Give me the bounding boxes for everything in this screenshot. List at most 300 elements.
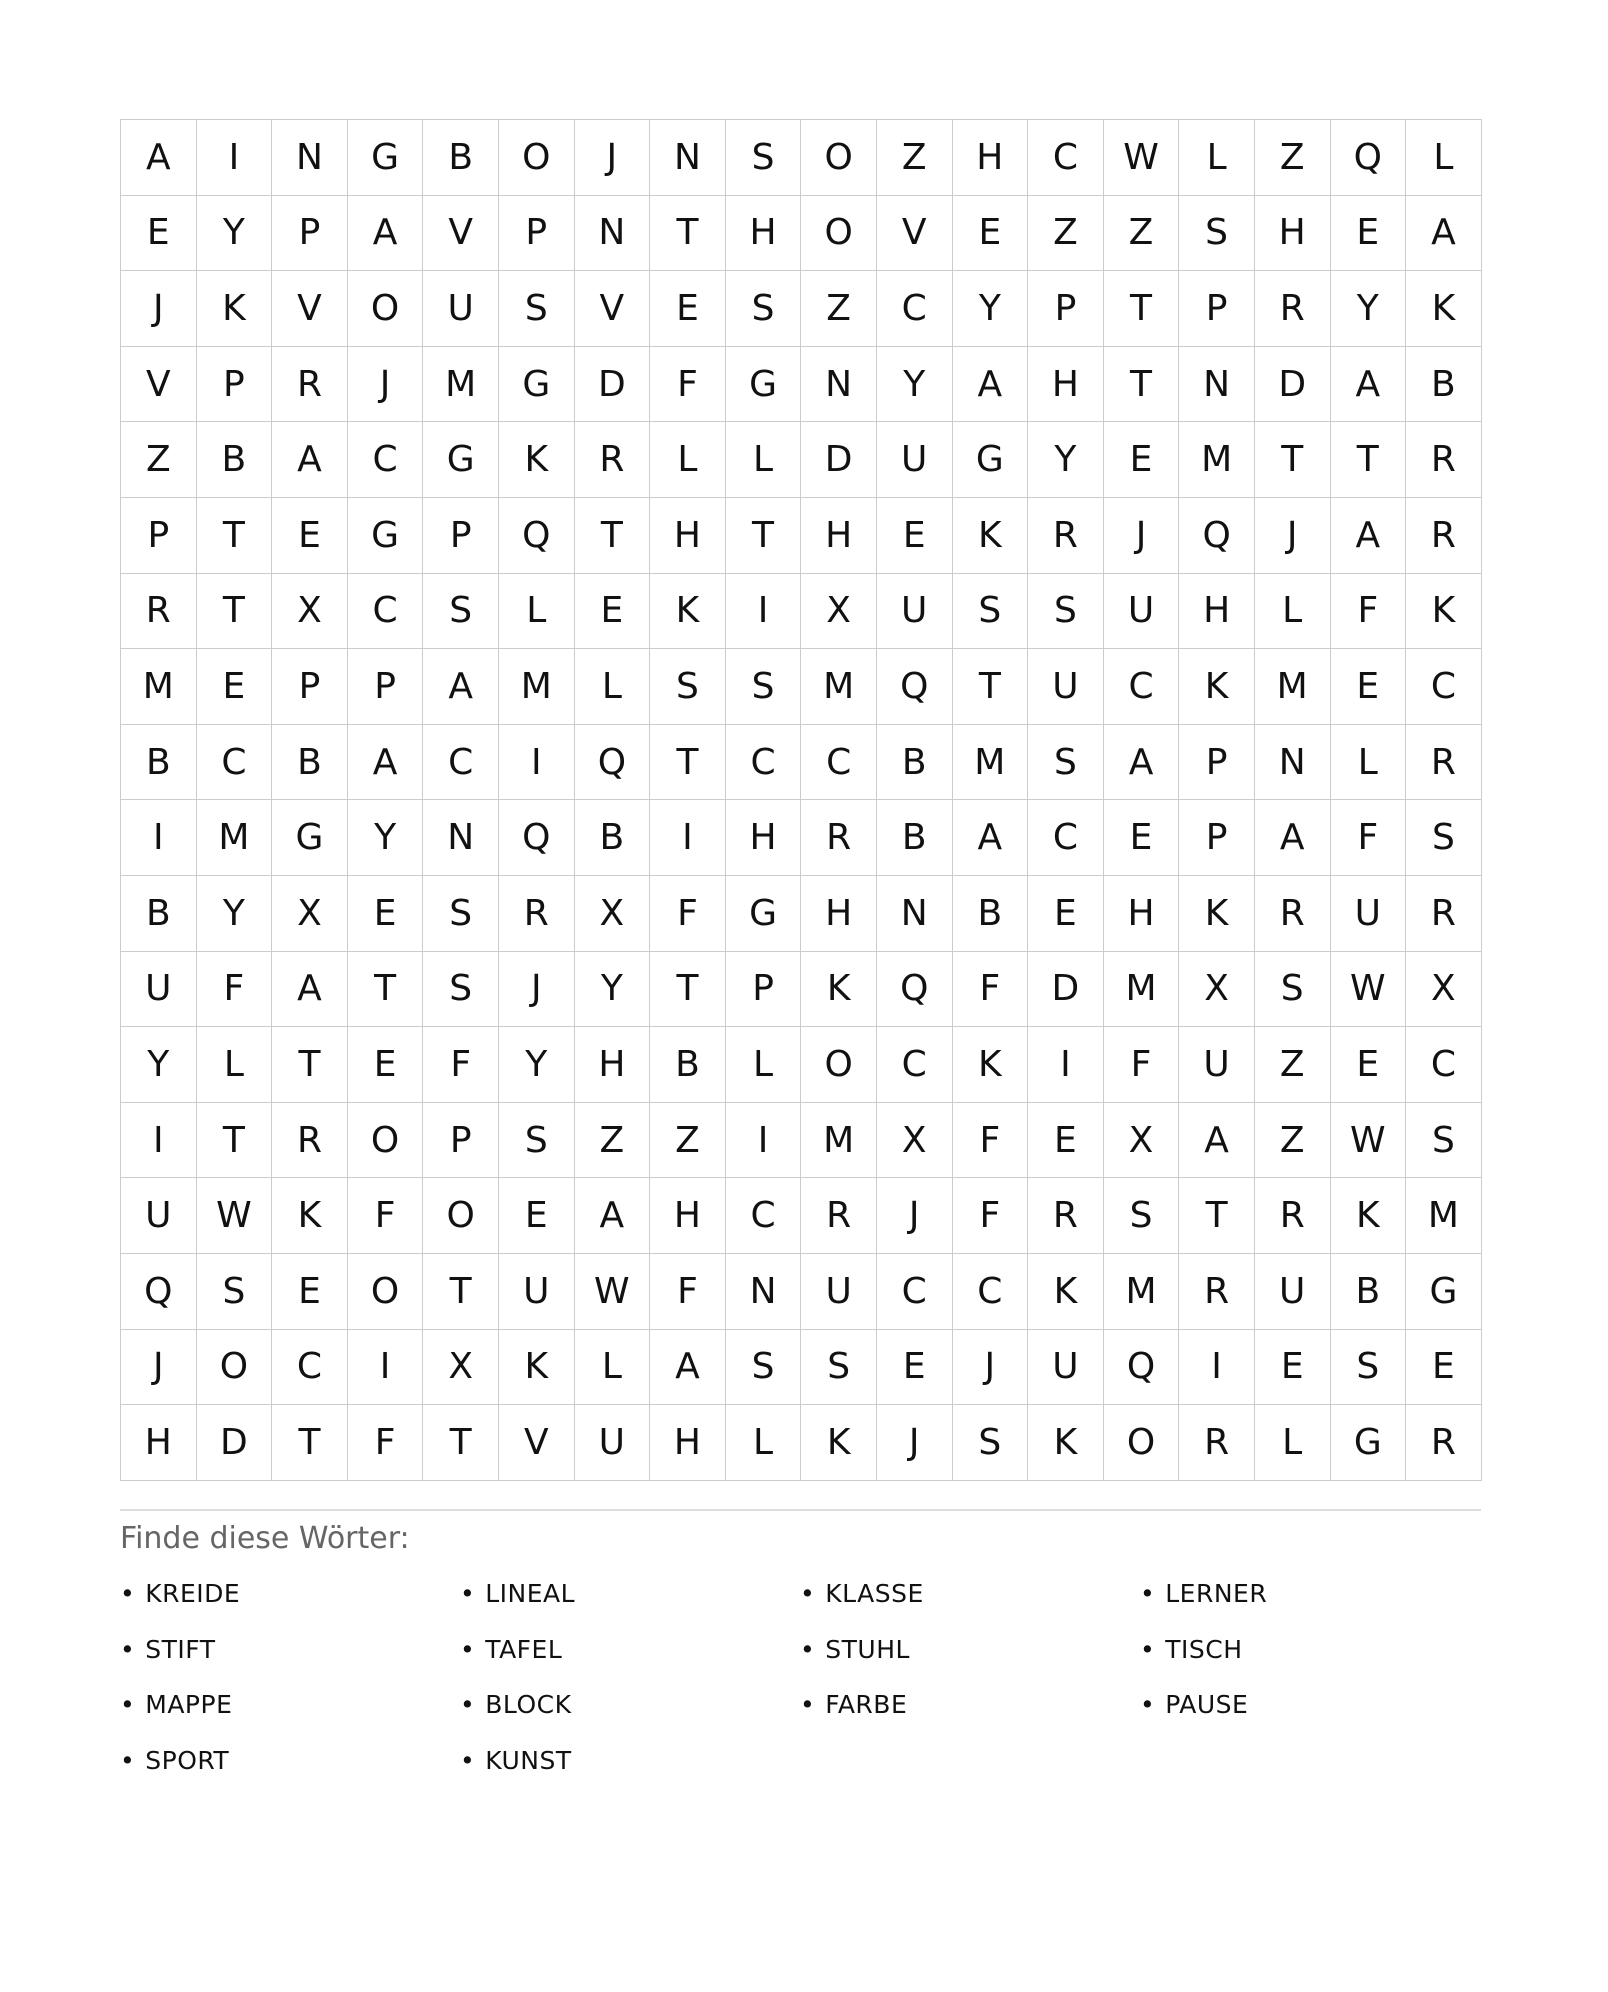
grid-cell[interactable]: E bbox=[499, 1178, 575, 1254]
grid-cell[interactable]: R bbox=[1406, 498, 1482, 574]
grid-cell[interactable]: N bbox=[272, 120, 348, 196]
grid-cell[interactable]: T bbox=[1104, 271, 1180, 347]
grid-cell[interactable]: F bbox=[1104, 1027, 1180, 1103]
grid-cell[interactable]: A bbox=[575, 1178, 651, 1254]
grid-cell[interactable]: X bbox=[272, 876, 348, 952]
grid-cell[interactable]: F bbox=[650, 1254, 726, 1330]
grid-cell[interactable]: D bbox=[575, 347, 651, 423]
grid-cell[interactable]: D bbox=[197, 1405, 273, 1481]
grid-cell[interactable]: R bbox=[1028, 1178, 1104, 1254]
grid-cell[interactable]: H bbox=[726, 196, 802, 272]
grid-cell[interactable]: H bbox=[650, 1178, 726, 1254]
grid-cell[interactable]: X bbox=[877, 1103, 953, 1179]
grid-cell[interactable]: T bbox=[953, 649, 1029, 725]
grid-cell[interactable]: E bbox=[348, 1027, 424, 1103]
grid-cell[interactable]: T bbox=[197, 498, 273, 574]
grid-cell[interactable]: H bbox=[1104, 876, 1180, 952]
grid-cell[interactable]: C bbox=[1028, 120, 1104, 196]
grid-cell[interactable]: P bbox=[272, 649, 348, 725]
grid-cell[interactable]: X bbox=[1179, 952, 1255, 1028]
grid-cell[interactable]: U bbox=[575, 1405, 651, 1481]
grid-cell[interactable]: H bbox=[801, 876, 877, 952]
grid-cell[interactable]: R bbox=[1406, 876, 1482, 952]
grid-cell[interactable]: A bbox=[1331, 498, 1407, 574]
grid-cell[interactable]: C bbox=[1406, 649, 1482, 725]
grid-cell[interactable]: F bbox=[348, 1178, 424, 1254]
grid-cell[interactable]: N bbox=[423, 800, 499, 876]
grid-cell[interactable]: B bbox=[575, 800, 651, 876]
grid-cell[interactable]: N bbox=[575, 196, 651, 272]
grid-cell[interactable]: T bbox=[423, 1405, 499, 1481]
grid-cell[interactable]: L bbox=[726, 1405, 802, 1481]
grid-cell[interactable]: F bbox=[197, 952, 273, 1028]
grid-cell[interactable]: A bbox=[272, 952, 348, 1028]
grid-cell[interactable]: W bbox=[1104, 120, 1180, 196]
grid-cell[interactable]: R bbox=[801, 1178, 877, 1254]
grid-cell[interactable]: X bbox=[423, 1330, 499, 1406]
grid-cell[interactable]: P bbox=[197, 347, 273, 423]
grid-cell[interactable]: L bbox=[726, 1027, 802, 1103]
grid-cell[interactable]: M bbox=[499, 649, 575, 725]
grid-cell[interactable]: E bbox=[197, 649, 273, 725]
grid-cell[interactable]: G bbox=[726, 876, 802, 952]
grid-cell[interactable]: G bbox=[348, 498, 424, 574]
grid-cell[interactable]: Z bbox=[121, 422, 197, 498]
grid-cell[interactable]: C bbox=[1104, 649, 1180, 725]
grid-cell[interactable]: N bbox=[726, 1254, 802, 1330]
grid-cell[interactable]: S bbox=[1028, 574, 1104, 650]
grid-cell[interactable]: L bbox=[1179, 120, 1255, 196]
grid-cell[interactable]: B bbox=[1406, 347, 1482, 423]
grid-cell[interactable]: F bbox=[1331, 574, 1407, 650]
grid-cell[interactable]: M bbox=[801, 649, 877, 725]
grid-cell[interactable]: N bbox=[1255, 725, 1331, 801]
grid-cell[interactable]: R bbox=[499, 876, 575, 952]
grid-cell[interactable]: S bbox=[1255, 952, 1331, 1028]
grid-cell[interactable]: R bbox=[121, 574, 197, 650]
grid-cell[interactable]: N bbox=[1179, 347, 1255, 423]
grid-cell[interactable]: E bbox=[1331, 1027, 1407, 1103]
grid-cell[interactable]: A bbox=[1331, 347, 1407, 423]
grid-cell[interactable]: M bbox=[197, 800, 273, 876]
grid-cell[interactable]: I bbox=[348, 1330, 424, 1406]
grid-cell[interactable]: O bbox=[499, 120, 575, 196]
grid-cell[interactable]: J bbox=[877, 1178, 953, 1254]
grid-cell[interactable]: K bbox=[953, 1027, 1029, 1103]
grid-cell[interactable]: E bbox=[1028, 876, 1104, 952]
grid-cell[interactable]: M bbox=[1255, 649, 1331, 725]
grid-cell[interactable]: Z bbox=[1104, 196, 1180, 272]
grid-cell[interactable]: S bbox=[499, 271, 575, 347]
grid-cell[interactable]: G bbox=[726, 347, 802, 423]
grid-cell[interactable]: E bbox=[1104, 800, 1180, 876]
grid-cell[interactable]: G bbox=[953, 422, 1029, 498]
grid-cell[interactable]: T bbox=[650, 196, 726, 272]
grid-cell[interactable]: M bbox=[1179, 422, 1255, 498]
grid-cell[interactable]: Z bbox=[877, 120, 953, 196]
grid-cell[interactable]: T bbox=[650, 952, 726, 1028]
grid-cell[interactable]: T bbox=[272, 1027, 348, 1103]
grid-cell[interactable]: Y bbox=[499, 1027, 575, 1103]
grid-cell[interactable]: S bbox=[423, 574, 499, 650]
grid-cell[interactable]: M bbox=[423, 347, 499, 423]
grid-cell[interactable]: O bbox=[348, 271, 424, 347]
grid-cell[interactable]: Y bbox=[575, 952, 651, 1028]
grid-cell[interactable]: C bbox=[877, 271, 953, 347]
grid-cell[interactable]: T bbox=[197, 1103, 273, 1179]
grid-cell[interactable]: I bbox=[726, 574, 802, 650]
grid-cell[interactable]: Q bbox=[499, 800, 575, 876]
grid-cell[interactable]: J bbox=[575, 120, 651, 196]
grid-cell[interactable]: H bbox=[121, 1405, 197, 1481]
grid-cell[interactable]: L bbox=[575, 649, 651, 725]
grid-cell[interactable]: D bbox=[801, 422, 877, 498]
grid-cell[interactable]: Q bbox=[1104, 1330, 1180, 1406]
grid-cell[interactable]: X bbox=[272, 574, 348, 650]
grid-cell[interactable]: R bbox=[1179, 1405, 1255, 1481]
grid-cell[interactable]: R bbox=[1179, 1254, 1255, 1330]
grid-cell[interactable]: R bbox=[1255, 1178, 1331, 1254]
grid-cell[interactable]: O bbox=[423, 1178, 499, 1254]
grid-cell[interactable]: P bbox=[499, 196, 575, 272]
grid-cell[interactable]: V bbox=[423, 196, 499, 272]
grid-cell[interactable]: M bbox=[1406, 1178, 1482, 1254]
grid-cell[interactable]: Z bbox=[650, 1103, 726, 1179]
grid-cell[interactable]: S bbox=[1028, 725, 1104, 801]
grid-cell[interactable]: E bbox=[650, 271, 726, 347]
grid-cell[interactable]: N bbox=[650, 120, 726, 196]
grid-cell[interactable]: M bbox=[121, 649, 197, 725]
grid-cell[interactable]: R bbox=[1406, 725, 1482, 801]
grid-cell[interactable]: H bbox=[801, 498, 877, 574]
grid-cell[interactable]: Y bbox=[348, 800, 424, 876]
grid-cell[interactable]: Y bbox=[1331, 271, 1407, 347]
grid-cell[interactable]: L bbox=[726, 422, 802, 498]
grid-cell[interactable]: L bbox=[1406, 120, 1482, 196]
grid-cell[interactable]: W bbox=[575, 1254, 651, 1330]
grid-cell[interactable]: G bbox=[1331, 1405, 1407, 1481]
grid-cell[interactable]: S bbox=[953, 1405, 1029, 1481]
grid-cell[interactable]: Z bbox=[801, 271, 877, 347]
grid-cell[interactable]: Q bbox=[877, 649, 953, 725]
grid-cell[interactable]: L bbox=[197, 1027, 273, 1103]
grid-cell[interactable]: S bbox=[499, 1103, 575, 1179]
grid-cell[interactable]: K bbox=[801, 1405, 877, 1481]
grid-cell[interactable]: T bbox=[1104, 347, 1180, 423]
grid-cell[interactable]: L bbox=[650, 422, 726, 498]
grid-cell[interactable]: Z bbox=[1255, 120, 1331, 196]
grid-cell[interactable]: A bbox=[953, 347, 1029, 423]
grid-cell[interactable]: C bbox=[423, 725, 499, 801]
grid-cell[interactable]: K bbox=[1406, 271, 1482, 347]
grid-cell[interactable]: J bbox=[348, 347, 424, 423]
grid-cell[interactable]: M bbox=[1104, 1254, 1180, 1330]
grid-cell[interactable]: L bbox=[1255, 1405, 1331, 1481]
grid-cell[interactable]: S bbox=[726, 120, 802, 196]
grid-cell[interactable]: C bbox=[1028, 800, 1104, 876]
grid-cell[interactable]: E bbox=[1406, 1330, 1482, 1406]
grid-cell[interactable]: B bbox=[877, 800, 953, 876]
grid-cell[interactable]: T bbox=[1179, 1178, 1255, 1254]
grid-cell[interactable]: O bbox=[801, 1027, 877, 1103]
grid-cell[interactable]: S bbox=[423, 876, 499, 952]
grid-cell[interactable]: T bbox=[1331, 422, 1407, 498]
grid-cell[interactable]: B bbox=[121, 725, 197, 801]
grid-cell[interactable]: B bbox=[423, 120, 499, 196]
grid-cell[interactable]: O bbox=[801, 120, 877, 196]
grid-cell[interactable]: J bbox=[877, 1405, 953, 1481]
grid-cell[interactable]: E bbox=[121, 196, 197, 272]
grid-cell[interactable]: L bbox=[575, 1330, 651, 1406]
grid-cell[interactable]: I bbox=[121, 800, 197, 876]
grid-cell[interactable]: O bbox=[801, 196, 877, 272]
grid-cell[interactable]: S bbox=[197, 1254, 273, 1330]
grid-cell[interactable]: E bbox=[575, 574, 651, 650]
grid-cell[interactable]: R bbox=[575, 422, 651, 498]
grid-cell[interactable]: Z bbox=[1255, 1027, 1331, 1103]
grid-cell[interactable]: C bbox=[877, 1027, 953, 1103]
grid-cell[interactable]: I bbox=[1179, 1330, 1255, 1406]
grid-cell[interactable]: L bbox=[1331, 725, 1407, 801]
grid-cell[interactable]: R bbox=[272, 1103, 348, 1179]
grid-cell[interactable]: S bbox=[1104, 1178, 1180, 1254]
grid-cell[interactable]: U bbox=[121, 952, 197, 1028]
grid-cell[interactable]: U bbox=[1255, 1254, 1331, 1330]
grid-cell[interactable]: D bbox=[1028, 952, 1104, 1028]
grid-cell[interactable]: M bbox=[1104, 952, 1180, 1028]
grid-cell[interactable]: C bbox=[726, 725, 802, 801]
grid-cell[interactable]: K bbox=[1179, 876, 1255, 952]
grid-cell[interactable]: I bbox=[197, 120, 273, 196]
grid-cell[interactable]: V bbox=[272, 271, 348, 347]
grid-cell[interactable]: J bbox=[499, 952, 575, 1028]
grid-cell[interactable]: T bbox=[423, 1254, 499, 1330]
grid-cell[interactable]: Q bbox=[121, 1254, 197, 1330]
grid-cell[interactable]: E bbox=[1331, 196, 1407, 272]
grid-cell[interactable]: F bbox=[1331, 800, 1407, 876]
grid-cell[interactable]: G bbox=[1406, 1254, 1482, 1330]
grid-cell[interactable]: C bbox=[272, 1330, 348, 1406]
grid-cell[interactable]: T bbox=[272, 1405, 348, 1481]
grid-cell[interactable]: M bbox=[801, 1103, 877, 1179]
grid-cell[interactable]: C bbox=[953, 1254, 1029, 1330]
grid-cell[interactable]: I bbox=[499, 725, 575, 801]
grid-cell[interactable]: A bbox=[423, 649, 499, 725]
grid-cell[interactable]: R bbox=[1255, 271, 1331, 347]
grid-cell[interactable]: U bbox=[423, 271, 499, 347]
grid-cell[interactable]: U bbox=[121, 1178, 197, 1254]
grid-cell[interactable]: T bbox=[197, 574, 273, 650]
grid-cell[interactable]: F bbox=[423, 1027, 499, 1103]
grid-cell[interactable]: Q bbox=[575, 725, 651, 801]
grid-cell[interactable]: X bbox=[575, 876, 651, 952]
grid-cell[interactable]: A bbox=[650, 1330, 726, 1406]
grid-cell[interactable]: S bbox=[1406, 1103, 1482, 1179]
grid-cell[interactable]: K bbox=[1331, 1178, 1407, 1254]
grid-cell[interactable]: B bbox=[953, 876, 1029, 952]
grid-cell[interactable]: S bbox=[1331, 1330, 1407, 1406]
grid-cell[interactable]: R bbox=[1406, 422, 1482, 498]
grid-cell[interactable]: H bbox=[1179, 574, 1255, 650]
grid-cell[interactable]: T bbox=[650, 725, 726, 801]
grid-cell[interactable]: H bbox=[650, 498, 726, 574]
grid-cell[interactable]: U bbox=[1331, 876, 1407, 952]
grid-cell[interactable]: W bbox=[1331, 952, 1407, 1028]
grid-cell[interactable]: I bbox=[1028, 1027, 1104, 1103]
grid-cell[interactable]: P bbox=[272, 196, 348, 272]
grid-cell[interactable]: G bbox=[499, 347, 575, 423]
grid-cell[interactable]: R bbox=[1028, 498, 1104, 574]
grid-cell[interactable]: H bbox=[1255, 196, 1331, 272]
grid-cell[interactable]: K bbox=[499, 1330, 575, 1406]
grid-cell[interactable]: Q bbox=[1179, 498, 1255, 574]
grid-cell[interactable]: O bbox=[197, 1330, 273, 1406]
grid-cell[interactable]: E bbox=[1331, 649, 1407, 725]
grid-cell[interactable]: E bbox=[1028, 1103, 1104, 1179]
grid-cell[interactable]: B bbox=[272, 725, 348, 801]
grid-cell[interactable]: R bbox=[1255, 876, 1331, 952]
grid-cell[interactable]: T bbox=[1255, 422, 1331, 498]
grid-cell[interactable]: Y bbox=[953, 271, 1029, 347]
grid-cell[interactable]: S bbox=[726, 649, 802, 725]
grid-cell[interactable]: F bbox=[953, 1178, 1029, 1254]
grid-cell[interactable]: A bbox=[953, 800, 1029, 876]
grid-cell[interactable]: C bbox=[877, 1254, 953, 1330]
grid-cell[interactable]: V bbox=[499, 1405, 575, 1481]
grid-cell[interactable]: M bbox=[953, 725, 1029, 801]
grid-cell[interactable]: J bbox=[953, 1330, 1029, 1406]
grid-cell[interactable]: R bbox=[1406, 1405, 1482, 1481]
grid-cell[interactable]: N bbox=[801, 347, 877, 423]
grid-cell[interactable]: D bbox=[1255, 347, 1331, 423]
grid-cell[interactable]: B bbox=[1331, 1254, 1407, 1330]
grid-cell[interactable]: K bbox=[953, 498, 1029, 574]
grid-cell[interactable]: E bbox=[1104, 422, 1180, 498]
grid-cell[interactable]: U bbox=[1028, 1330, 1104, 1406]
grid-cell[interactable]: K bbox=[1406, 574, 1482, 650]
grid-cell[interactable]: H bbox=[1028, 347, 1104, 423]
grid-cell[interactable]: S bbox=[953, 574, 1029, 650]
grid-cell[interactable]: P bbox=[423, 1103, 499, 1179]
grid-cell[interactable]: G bbox=[348, 120, 424, 196]
grid-cell[interactable]: C bbox=[801, 725, 877, 801]
grid-cell[interactable]: C bbox=[348, 574, 424, 650]
grid-cell[interactable]: P bbox=[1179, 271, 1255, 347]
grid-cell[interactable]: O bbox=[1104, 1405, 1180, 1481]
grid-cell[interactable]: B bbox=[650, 1027, 726, 1103]
grid-cell[interactable]: S bbox=[1406, 800, 1482, 876]
grid-cell[interactable]: H bbox=[953, 120, 1029, 196]
grid-cell[interactable]: A bbox=[348, 196, 424, 272]
grid-cell[interactable]: P bbox=[1028, 271, 1104, 347]
grid-cell[interactable]: E bbox=[953, 196, 1029, 272]
grid-cell[interactable]: F bbox=[650, 347, 726, 423]
grid-cell[interactable]: V bbox=[121, 347, 197, 423]
grid-cell[interactable]: B bbox=[197, 422, 273, 498]
grid-cell[interactable]: X bbox=[1406, 952, 1482, 1028]
grid-cell[interactable]: Y bbox=[1028, 422, 1104, 498]
grid-cell[interactable]: A bbox=[121, 120, 197, 196]
grid-cell[interactable]: U bbox=[1104, 574, 1180, 650]
grid-cell[interactable]: Y bbox=[197, 196, 273, 272]
grid-cell[interactable]: P bbox=[121, 498, 197, 574]
grid-cell[interactable]: K bbox=[1179, 649, 1255, 725]
grid-cell[interactable]: V bbox=[877, 196, 953, 272]
grid-cell[interactable]: P bbox=[726, 952, 802, 1028]
grid-cell[interactable]: H bbox=[650, 1405, 726, 1481]
grid-cell[interactable]: C bbox=[348, 422, 424, 498]
grid-cell[interactable]: G bbox=[272, 800, 348, 876]
grid-cell[interactable]: Z bbox=[1028, 196, 1104, 272]
grid-cell[interactable]: W bbox=[1331, 1103, 1407, 1179]
grid-cell[interactable]: C bbox=[197, 725, 273, 801]
grid-cell[interactable]: E bbox=[877, 498, 953, 574]
grid-cell[interactable]: E bbox=[272, 498, 348, 574]
grid-cell[interactable]: J bbox=[121, 271, 197, 347]
grid-cell[interactable]: R bbox=[801, 800, 877, 876]
grid-cell[interactable]: Q bbox=[1331, 120, 1407, 196]
grid-cell[interactable]: F bbox=[953, 1103, 1029, 1179]
grid-cell[interactable]: X bbox=[1104, 1103, 1180, 1179]
grid-cell[interactable]: W bbox=[197, 1178, 273, 1254]
grid-cell[interactable]: U bbox=[1028, 649, 1104, 725]
grid-cell[interactable]: K bbox=[197, 271, 273, 347]
grid-cell[interactable]: U bbox=[877, 574, 953, 650]
grid-cell[interactable]: K bbox=[1028, 1254, 1104, 1330]
grid-cell[interactable]: R bbox=[272, 347, 348, 423]
grid-cell[interactable]: A bbox=[1406, 196, 1482, 272]
grid-cell[interactable]: S bbox=[650, 649, 726, 725]
grid-cell[interactable]: A bbox=[1255, 800, 1331, 876]
grid-cell[interactable]: L bbox=[499, 574, 575, 650]
grid-cell[interactable]: U bbox=[499, 1254, 575, 1330]
grid-cell[interactable]: I bbox=[121, 1103, 197, 1179]
grid-cell[interactable]: C bbox=[1406, 1027, 1482, 1103]
grid-cell[interactable]: Q bbox=[499, 498, 575, 574]
grid-cell[interactable]: P bbox=[1179, 800, 1255, 876]
grid-cell[interactable]: I bbox=[650, 800, 726, 876]
grid-cell[interactable]: S bbox=[1179, 196, 1255, 272]
grid-cell[interactable]: H bbox=[575, 1027, 651, 1103]
grid-cell[interactable]: A bbox=[1104, 725, 1180, 801]
grid-cell[interactable]: S bbox=[726, 1330, 802, 1406]
grid-cell[interactable]: S bbox=[801, 1330, 877, 1406]
grid-cell[interactable]: K bbox=[499, 422, 575, 498]
grid-cell[interactable]: P bbox=[348, 649, 424, 725]
grid-cell[interactable]: K bbox=[650, 574, 726, 650]
grid-cell[interactable]: T bbox=[726, 498, 802, 574]
grid-cell[interactable]: X bbox=[801, 574, 877, 650]
grid-cell[interactable]: K bbox=[272, 1178, 348, 1254]
grid-cell[interactable]: E bbox=[348, 876, 424, 952]
grid-cell[interactable]: O bbox=[348, 1254, 424, 1330]
grid-cell[interactable]: Y bbox=[877, 347, 953, 423]
grid-cell[interactable]: Q bbox=[877, 952, 953, 1028]
grid-cell[interactable]: A bbox=[348, 725, 424, 801]
grid-cell[interactable]: H bbox=[726, 800, 802, 876]
grid-cell[interactable]: Y bbox=[121, 1027, 197, 1103]
grid-cell[interactable]: O bbox=[348, 1103, 424, 1179]
grid-cell[interactable]: U bbox=[877, 422, 953, 498]
grid-cell[interactable]: U bbox=[1179, 1027, 1255, 1103]
grid-cell[interactable]: I bbox=[726, 1103, 802, 1179]
grid-cell[interactable]: A bbox=[272, 422, 348, 498]
grid-cell[interactable]: J bbox=[121, 1330, 197, 1406]
grid-cell[interactable]: F bbox=[953, 952, 1029, 1028]
grid-cell[interactable]: F bbox=[348, 1405, 424, 1481]
grid-cell[interactable]: N bbox=[877, 876, 953, 952]
grid-cell[interactable]: T bbox=[348, 952, 424, 1028]
